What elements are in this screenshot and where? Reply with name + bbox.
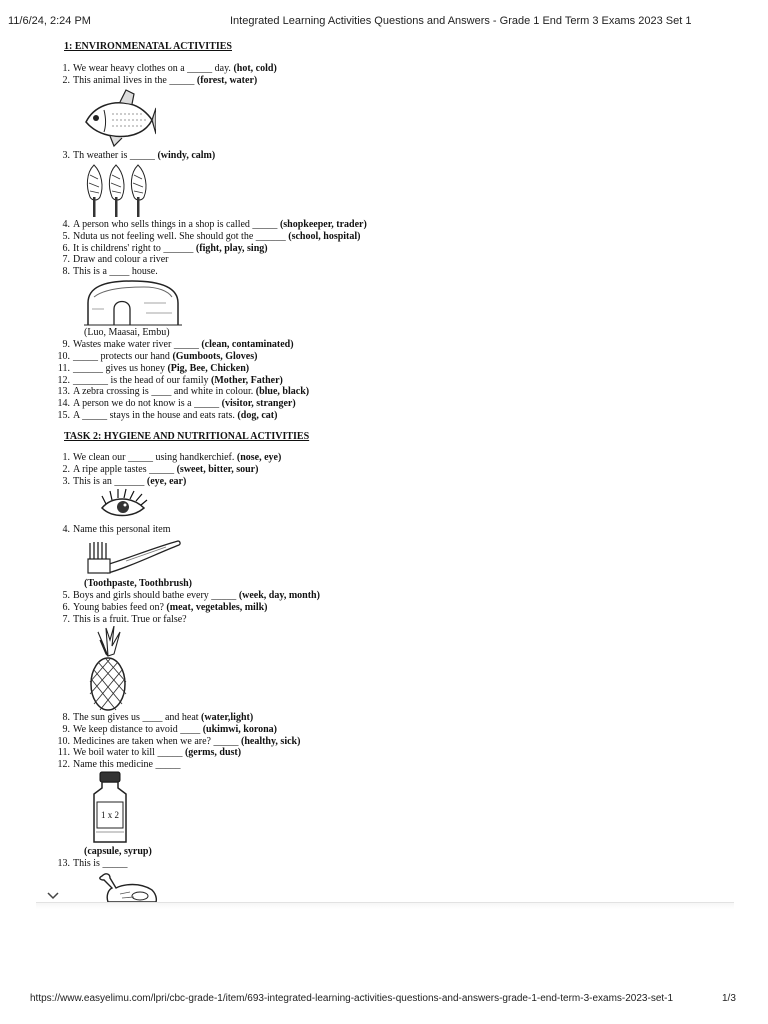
question-2-1: 1. We clean our _____ using handkerchief. (nose, eye) [62,452,282,463]
question-1-3: 3. Th weather is _____ (windy, calm) [62,150,216,161]
question-1-4: 4. A person who sells things in a shop is called _____ (shopkeeper, trader) [62,219,367,230]
section-title-environmental: 1: ENVIRONMENATAL ACTIVITIES [64,41,232,52]
question-2-13: 13. This is _____ [57,858,128,869]
pineapple-illustration [86,626,130,712]
viewer-page-divider [36,902,734,909]
question-1-6: 6. It is childrens' right to ______ (fight, play, sing) [62,243,268,254]
question-1-10: 10. _____ protects our hand (Gumboots, Gloves) [57,351,258,362]
question-2-3: 3. This is an ______ (eye, ear) [62,476,187,487]
question-2-9: 9. We keep distance to avoid ____ (ukimwi, korona) [62,724,277,735]
house-illustration [84,279,182,327]
question-1-11: 11. ______ gives us honey (Pig, Bee, Chicken) [57,363,250,374]
print-page-number: 1/3 [722,993,736,1004]
question-2-2: 2. A ripe apple tastes _____ (sweet, bitter, sour) [62,464,259,475]
question-1-1: 1. We wear heavy clothes on a _____ day. (hot, cold) [62,63,277,74]
question-1-2: 2. This animal lives in the _____ (forest, water) [62,75,258,86]
question-2-10: 10. Medicines are taken when we are? _____ (healthy, sick) [57,736,301,747]
question-1-15: 15. A _____ stays in the house and eats rats. (dog, cat) [57,410,278,421]
meat-illustration [94,870,160,902]
chevron-down-icon[interactable] [46,890,60,902]
eye-illustration [98,488,148,524]
question-1-8: 8. This is a ____ house. [62,266,158,277]
fish-illustration [82,88,156,150]
toothbrush-options-caption: (Toothpaste, Toothbrush) [84,578,193,589]
question-1-13: 13. A zebra crossing is ____ and white in colour. (blue, black) [57,386,310,397]
print-url: https://www.easyelimu.com/lpri/cbc-grade-1/item/693-integrated-learning-activities-questions-and-answers-grade-1-end-term-3-exams-2023-set-1 [30,993,674,1004]
print-datetime: 11/6/24, 2:24 PM [8,15,91,27]
house-options-caption: (Luo, Maasai, Embu) [84,327,170,338]
question-2-5: 5. Boys and girls should bathe every _____ (week, day, month) [62,590,320,601]
trees-illustration [84,163,148,219]
question-1-9: 9. Wastes make water river _____ (clean, contaminated) [62,339,294,350]
question-2-12: 12. Name this medicine _____ [57,759,181,770]
question-2-7: 7. This is a fruit. True or false? [62,614,187,625]
toothbrush-illustration [86,537,182,579]
question-2-8: 8. The sun gives us ____ and heat (water,light) [62,712,254,723]
bottle-label: 1 x 2 [101,810,119,820]
question-1-5: 5. Nduta us not feeling well. She should got the ______ (school, hospital) [62,231,361,242]
question-2-6: 6. Young babies feed on? (meat, vegetables, milk) [62,602,268,613]
print-document-title: Integrated Learning Activities Questions and Answers - Grade 1 End Term 3 Exams 2023 Set 1 [230,15,692,27]
question-2-11: 11. We boil water to kill _____ (germs, dust) [57,747,242,758]
question-2-4: 4. Name this personal item [62,524,171,535]
medicine-bottle-illustration [88,770,132,846]
section-title-hygiene: TASK 2: HYGIENE AND NUTRITIONAL ACTIVITIES [64,431,310,442]
medicine-options-caption: (capsule, syrup) [84,846,152,857]
question-1-12: 12. _______ is the head of our family (Mother, Father) [57,375,283,386]
question-1-14: 14. A person we do not know is a _____ (visitor, stranger) [57,398,296,409]
question-1-7: 7. Draw and colour a river [62,254,169,265]
